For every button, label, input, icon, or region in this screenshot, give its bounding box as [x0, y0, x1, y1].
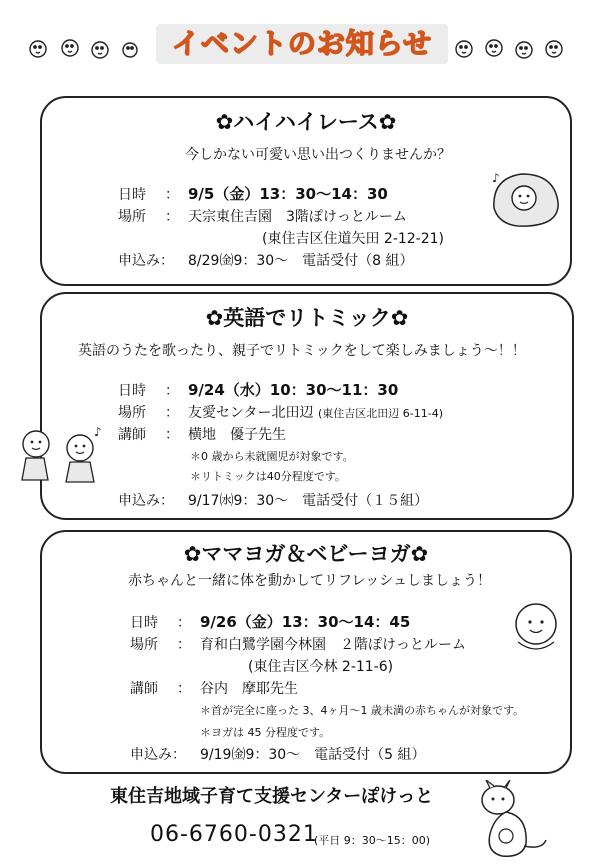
event-intro: 赤ちゃんと一緒に体を動かしてリフレッシュしましょう！	[128, 573, 492, 589]
place-label: 場所	[118, 209, 146, 225]
chick-icon	[456, 40, 562, 58]
apply-label: 申込み：	[118, 493, 174, 509]
teacher-label: 講師	[118, 427, 146, 443]
date-value: 9/5（金）13：30〜14：30	[188, 185, 388, 203]
place-label: 場所	[118, 405, 146, 421]
page-title: イベントのお知らせ	[171, 27, 433, 60]
place-address: (東住吉区北田辺 6-11-4)	[318, 407, 444, 420]
colon: ：	[165, 405, 179, 421]
teacher-value: 谷内 摩耶先生	[200, 681, 298, 697]
kangaroo-mascot-illustration	[472, 780, 550, 860]
teacher-label: 講師	[130, 681, 158, 697]
dancing-children-illustration	[8, 422, 110, 488]
event-intro: 今しかない可愛い思い出つくりませんか？	[185, 147, 451, 163]
teacher-value: 横地 優子先生	[188, 427, 286, 443]
chick-row-right	[452, 36, 582, 62]
place-value: 育和白鷺学園今林園 ２階ぽけっとルーム	[200, 637, 466, 653]
date-label: 日時	[130, 615, 158, 631]
apply-value: 9/19㈮9：30〜 電話受付（5 組）	[200, 747, 426, 763]
date-value: 9/26（金）13：30〜14：45	[200, 613, 411, 631]
apply-label: 申込み：	[130, 747, 186, 763]
apply-value: 9/17㈬9：30〜 電話受付（１５組）	[188, 493, 429, 509]
place-value: 天宗東住吉園 3階ぽけっとルーム	[188, 209, 407, 225]
flower-icon: ✿	[390, 306, 409, 330]
place-value: 友愛センター北田辺	[188, 405, 314, 421]
chick-icon	[30, 40, 137, 58]
note: ＊リトミックは40分程度です。	[190, 470, 346, 483]
colon: ：	[165, 187, 179, 203]
event-title: ✿ハイハイレース✿	[215, 110, 397, 134]
chick-row-left	[26, 36, 156, 62]
colon: ：	[177, 681, 191, 697]
apply-value: 8/29㈮9：30〜 電話受付（8 組）	[188, 253, 414, 269]
place-address: (東住吉区住道矢田 2-12-21)	[262, 231, 445, 247]
baby-in-blanket-illustration	[488, 168, 564, 230]
note: ＊首が完全に座った 3、4ヶ月〜1 歳未満の赤ちゃんが対象です。	[200, 704, 525, 717]
event-title: ✿ママヨガ＆ベビーヨガ✿	[183, 542, 429, 566]
event-intro: 英語のうたを歌ったり、親子でリトミックをして楽しみましょう〜！！	[78, 343, 526, 359]
flower-icon: ✿	[378, 110, 397, 134]
colon: ：	[177, 637, 191, 653]
date-label: 日時	[118, 383, 146, 399]
flower-icon: ✿	[205, 306, 224, 330]
colon: ：	[177, 615, 191, 631]
place-address: (東住吉区今林 2-11-6)	[248, 659, 394, 675]
baby-face-illustration	[508, 598, 566, 654]
note: ＊0 歳から未就園児が対象です。	[190, 450, 354, 463]
phone-number: 06-6760-0321	[150, 822, 318, 847]
date-label: 日時	[118, 187, 146, 203]
apply-label: 申込み：	[118, 253, 174, 269]
organization-name: 東住吉地域子育て支援センターぽけっと	[110, 786, 434, 807]
flower-icon: ✿	[410, 542, 429, 566]
phone-hours: (平日 9：30〜15：00)	[314, 834, 431, 847]
svg-text:♪: ♪	[492, 171, 500, 185]
date-value: 9/24（水）10：30〜11：30	[188, 381, 399, 399]
event-title: ✿英語でリトミック✿	[205, 306, 409, 330]
flower-icon: ✿	[183, 542, 202, 566]
svg-text:♪: ♪	[94, 425, 102, 439]
colon: ：	[165, 383, 179, 399]
place-label: 場所	[130, 637, 158, 653]
colon: ：	[165, 427, 179, 443]
flower-icon: ✿	[215, 110, 234, 134]
colon: ：	[165, 209, 179, 225]
note: ＊ヨガは 45 分程度です。	[200, 726, 331, 739]
